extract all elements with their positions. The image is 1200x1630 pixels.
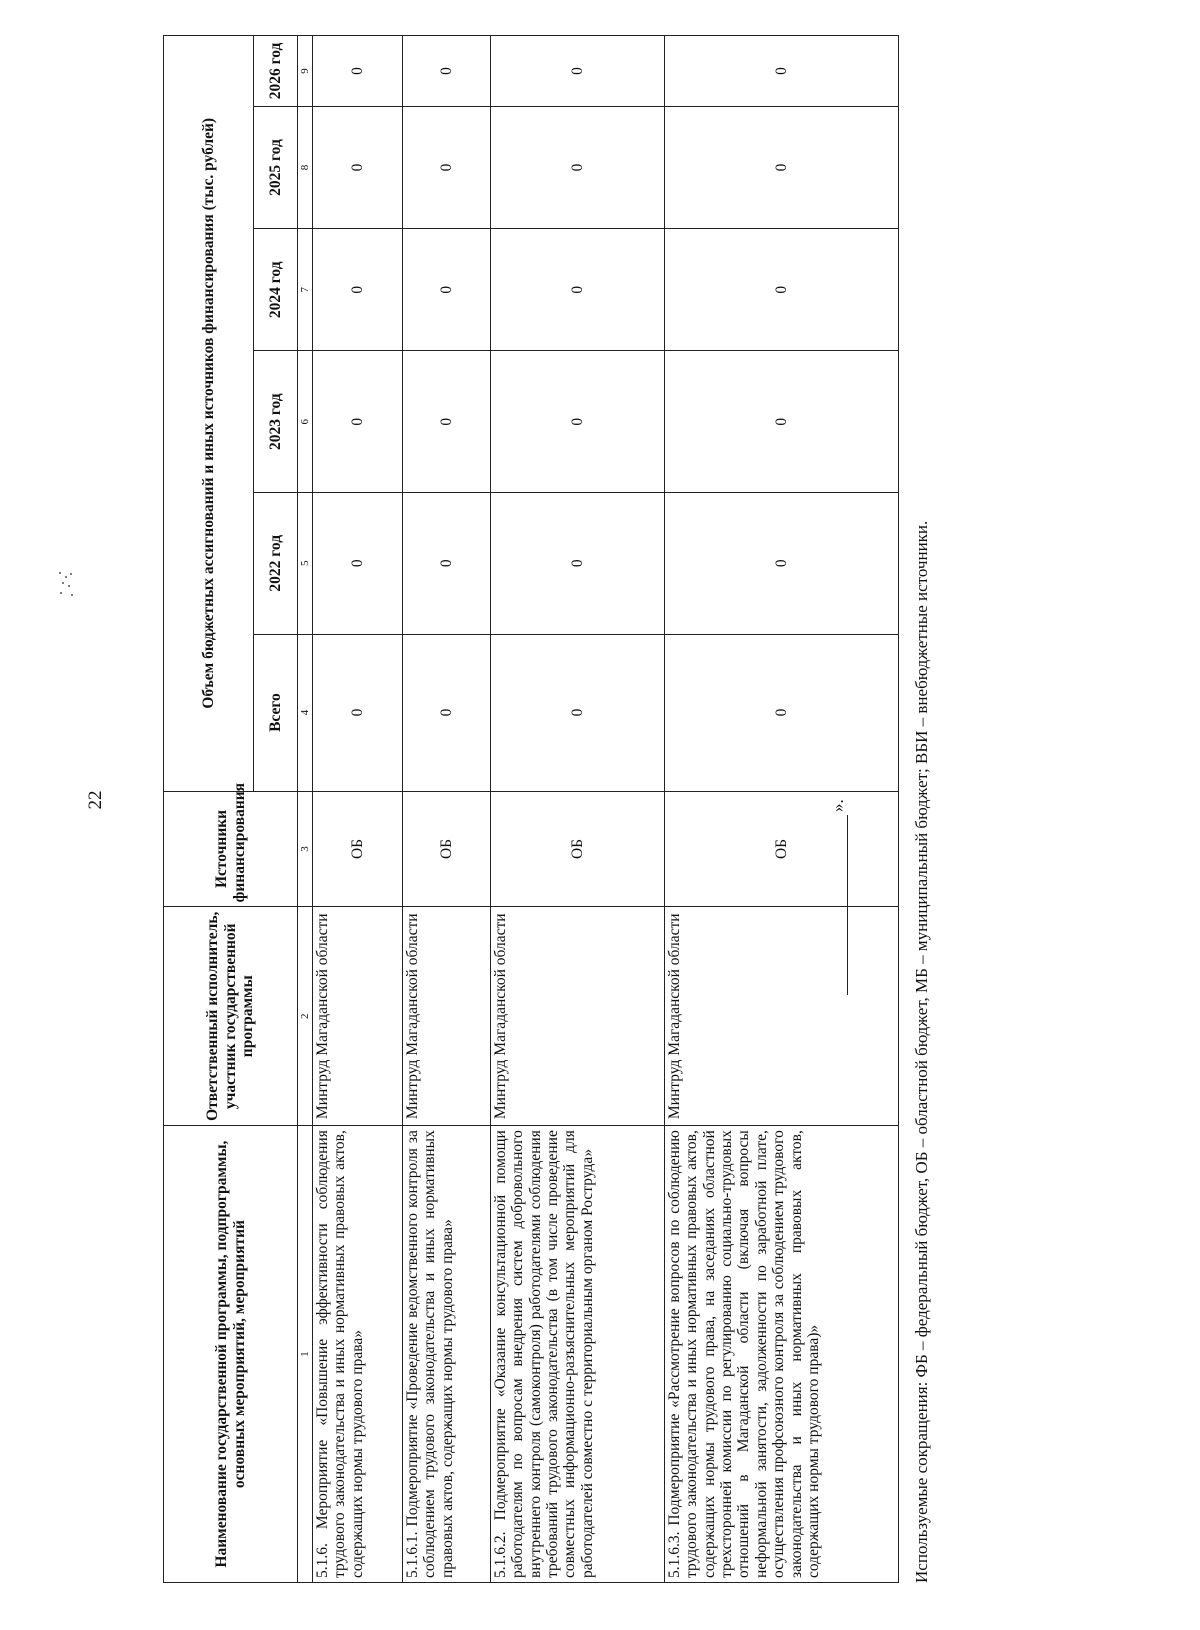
- row-value-2026: 0: [665, 36, 899, 107]
- row-total: 0: [313, 634, 403, 791]
- rotated-document-content: [163, 35, 931, 1583]
- row-name: 5.1.6. Мероприятие «Повышение эффективности соблюдения трудового законодательства и иных нормативных правовых актов, содержащих нормы трудового права»: [313, 1126, 403, 1583]
- row-value-2023: 0: [313, 351, 403, 493]
- column-number: 8: [298, 106, 313, 228]
- abbreviations-note: Используемые сокращения: ФБ – федеральный бюджет, ОБ – областной бюджет, МБ – муниципальный бюджет; ВБИ – внебюджетные источники.: [912, 520, 931, 1583]
- header-funding-group: Объем бюджетных ассигнований и иных источников финансирования (тыс. рублей): [164, 36, 254, 792]
- row-value-2024: 0: [313, 229, 403, 351]
- row-value-2022: 0: [403, 492, 491, 634]
- row-executor: Минтруд Магаданской области: [313, 907, 403, 1126]
- row-value-2023: 0: [491, 351, 665, 493]
- row-value-2026: 0: [313, 36, 403, 107]
- row-source: ОБ: [403, 791, 491, 907]
- row-value-2022: 0: [491, 492, 665, 634]
- column-number: 6: [298, 351, 313, 493]
- row-source: ОБ: [313, 791, 403, 907]
- row-value-2024: 0: [403, 229, 491, 351]
- header-sources: Источники финансирования: [164, 791, 298, 907]
- header-year-2026: 2026 год: [254, 36, 298, 107]
- row-value-2024: 0: [665, 229, 899, 351]
- row-value-2025: 0: [491, 106, 665, 228]
- row-value-2026: 0: [403, 36, 491, 107]
- scan-specks: [56, 570, 76, 600]
- header-year-2023: 2023 год: [254, 351, 298, 493]
- page-number: 22: [85, 790, 106, 810]
- row-value-2022: 0: [313, 492, 403, 634]
- header-total: Всего: [254, 634, 298, 791]
- header-name: Наименование государственной программы, подпрограммы, основных мероприятий, мероприятий: [164, 1126, 298, 1583]
- row-value-2022: 0: [665, 492, 899, 634]
- column-number: 1: [298, 1126, 313, 1583]
- row-source: ОБ: [665, 791, 899, 907]
- column-number: 2: [298, 907, 313, 1126]
- end-rule: [846, 815, 848, 995]
- header-year-2024: 2024 год: [254, 229, 298, 351]
- column-number: 4: [298, 634, 313, 791]
- column-number: 9: [298, 36, 313, 107]
- header-year-2025: 2025 год: [254, 106, 298, 228]
- row-executor: Минтруд Магаданской области: [491, 907, 665, 1126]
- end-quote: ».: [828, 799, 847, 812]
- row-executor: Минтруд Магаданской области: [403, 907, 491, 1126]
- row-value-2023: 0: [403, 351, 491, 493]
- row-value-2023: 0: [665, 351, 899, 493]
- row-value-2025: 0: [313, 106, 403, 228]
- header-executor: Ответственный исполнитель, участник государственной программы: [164, 907, 298, 1126]
- row-value-2026: 0: [491, 36, 665, 107]
- financing-table: [163, 35, 899, 1583]
- row-value-2024: 0: [491, 229, 665, 351]
- row-source: ОБ: [491, 791, 665, 907]
- row-total: 0: [491, 634, 665, 791]
- row-executor: Минтруд Магаданской области: [665, 907, 899, 1126]
- end-mark: [828, 799, 848, 995]
- row-value-2025: 0: [403, 106, 491, 228]
- column-number: 7: [298, 229, 313, 351]
- row-value-2025: 0: [665, 106, 899, 228]
- row-total: 0: [403, 634, 491, 791]
- header-year-2022: 2022 год: [254, 492, 298, 634]
- row-name: 5.1.6.3. Подмероприятие «Рассмотрение вопросов по соблюдению трудового законодательства и иных нормативных правовых актов, содержащих нормы трудового права, на заседаниях областной трехсторонней комиссии по регулированию социально-трудовых отношений в Магаданской области (включая вопросы неформальной занятости, задолженности по заработной плате, осуществления профсоюзного контроля за соблюдением трудового законодательства и иных нормативных правовых актов, содержащих нормы трудового права)»: [665, 1126, 899, 1583]
- row-name: 5.1.6.1. Подмероприятие «Проведение ведомственного контроля за соблюдением трудового законодательства и иных нормативных правовых актов, содержащих нормы трудового права»: [403, 1126, 491, 1583]
- table-row: [491, 36, 665, 1583]
- row-total: 0: [665, 634, 899, 791]
- column-number: 5: [298, 492, 313, 634]
- table-row: [313, 36, 403, 1583]
- column-number: 3: [298, 791, 313, 907]
- table-row: [403, 36, 491, 1583]
- table-row: [665, 36, 899, 1583]
- row-name: 5.1.6.2. Подмероприятие «Оказание консультационной помощи работодателям по вопросам внедрения систем добровольного внутреннего контроля (самоконтроля) работодателями соблюдения требований трудового законодательства (в том числе проведение совместных информационно-разъяснительных мероприятий для работодателей совместно с территориальным органом Роструда»: [491, 1126, 665, 1583]
